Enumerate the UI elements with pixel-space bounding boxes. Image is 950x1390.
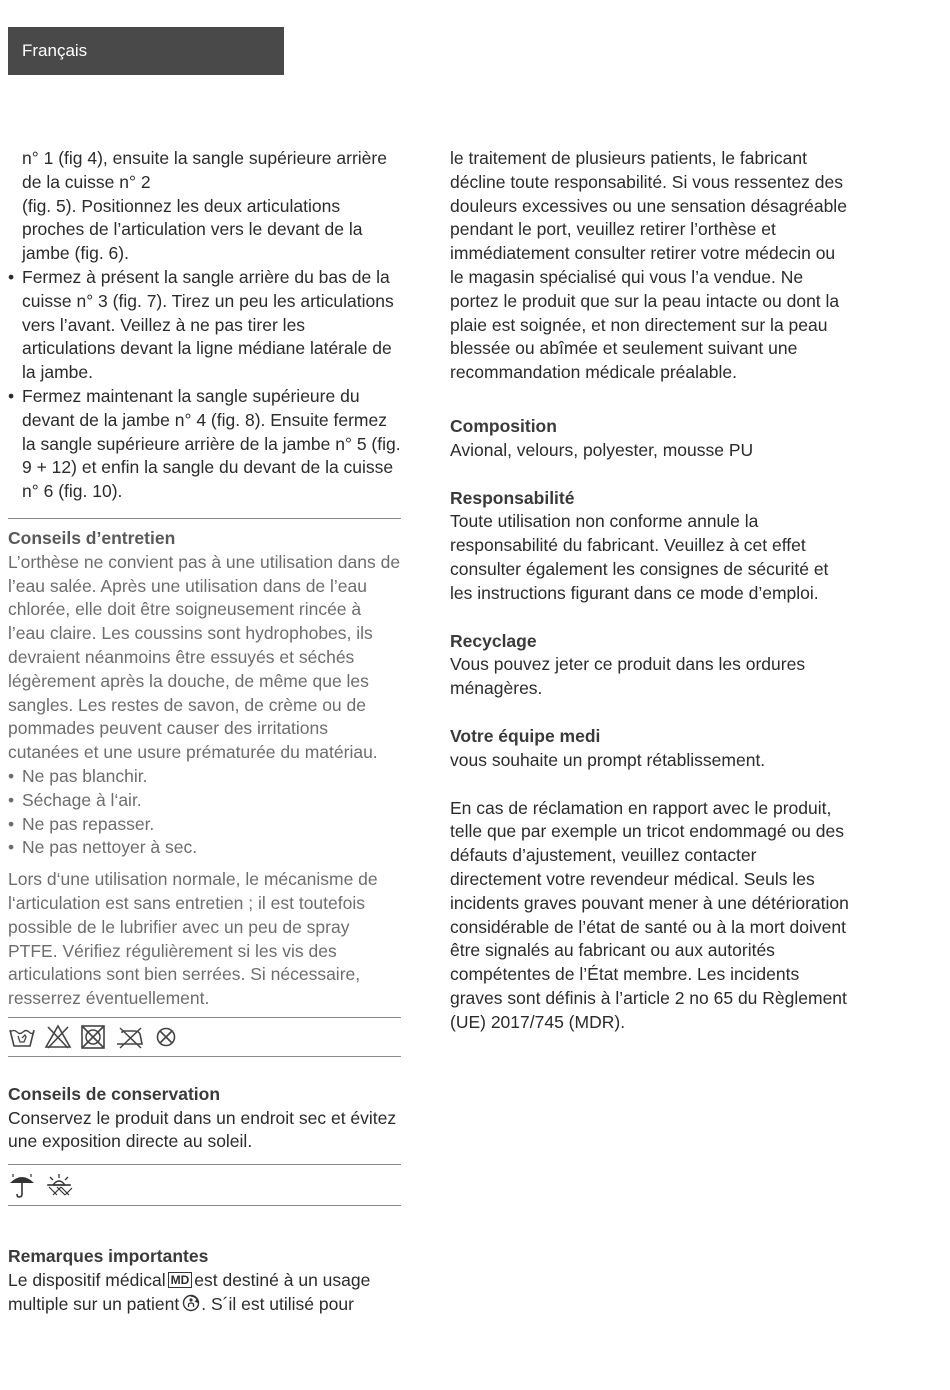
team-section	[450, 725, 850, 773]
intro-continuation: n° 1 (fig 4), ensuite la sangle supérieure arrière de la cuisse n° 2	[22, 148, 387, 192]
important-text-end: . S´il est utilisé pour	[201, 1293, 354, 1314]
hand-wash-icon	[8, 1024, 36, 1050]
storage-heading: Conseils de conservation	[8, 1083, 221, 1104]
liability-section	[450, 487, 850, 606]
intro-fig-text: (fig. 5). Positionnez les deux articulations proches de l’articulation vers le devant de la jambe (fig. 6).	[22, 195, 363, 264]
care-heading: Conseils d’entretien	[8, 527, 176, 548]
team-text: vous souhaite un prompt rétablissement.	[450, 749, 766, 770]
storage-text: Conservez le produit dans un endroit sec et évitez une exposition directe au soleil.	[8, 1107, 397, 1152]
important-text-start: Le dispositif médical	[8, 1270, 166, 1291]
care-item: • Ne pas nettoyer à sec.	[8, 836, 401, 860]
liability-heading: Responsabilité	[450, 487, 575, 508]
no-iron-icon	[114, 1024, 146, 1050]
maintenance-text: Lors d‘une utilisation normale, le mécanisme de l‘articulation est sans entretien ; il est toutefois possible de le lubrifier avec un peu de spray PTFE. Vérifiez régulièrement si les vis des articulations sont bien serrées. Si nécessaire, resserrez éventuellement.	[8, 869, 378, 1009]
fitting-steps-list	[8, 266, 401, 504]
care-item: • Séchage à l‘air.	[8, 789, 401, 813]
storage-section	[8, 1083, 401, 1154]
no-dry-clean-icon	[154, 1024, 178, 1050]
language-tab: Français	[8, 27, 284, 75]
storage-symbols	[8, 1165, 401, 1205]
composition-heading: Composition	[450, 415, 557, 436]
important-heading: Remarques importantes	[8, 1246, 209, 1267]
right-column	[450, 147, 850, 1035]
left-column	[8, 147, 401, 1319]
care-text: L’orthèse ne convient pas à une utilisation dans de l’eau salée. Après une utilisation dans de l’eau chlorée, elle doit être soigneusement rincée à l’eau claire. Les coussins sont hydrophobes, ils devraient néanmoins être essuyés et séchés légèrement après la douche, de même que les sangles. Les restes de savon, de crème ou de pommades peuvent causer des irritations cutanées et une usure prématurée du matériau.	[8, 551, 401, 763]
important-text	[8, 1269, 401, 1319]
keep-away-from-sunlight-icon	[44, 1171, 74, 1199]
liability-text: Toute utilisation non conforme annule la responsabilité du fabricant. Veuillez à cet effet consulter également les consignes de sécurité et les instructions figurant dans ce mode d’emploi.	[450, 511, 829, 603]
care-section	[8, 527, 401, 1011]
important-section	[8, 1245, 401, 1318]
divider	[8, 518, 401, 519]
care-symbols	[8, 1018, 401, 1056]
no-tumble-dry-icon	[80, 1024, 106, 1050]
recycling-section	[450, 630, 850, 701]
keep-dry-icon	[8, 1171, 36, 1199]
no-bleach-icon	[44, 1024, 72, 1050]
composition-text: Avional, velours, polyester, mousse PU	[450, 439, 754, 460]
recycling-text: Vous pouvez jeter ce produit dans les ordures ménagères.	[450, 654, 806, 699]
complaint-text: En cas de réclamation en rapport avec le produit, telle que par exemple un tricot endommagé ou des défauts d’ajustement, veuillez contacter directement votre revendeur médical. Seuls les incidents graves pouvant mener à une détérioration considérable de l’état de santé ou à la mort doivent être signalés au fabricant ou aux autorités compétentes de l’État membre. Les incidents graves sont définis à l’article 2 no 65 du Règlement (UE) 2017/745 (MDR).	[450, 797, 849, 1032]
continuation-text: le traitement de plusieurs patients, le fabricant décline toute responsabilité. Si vous ressentez des douleurs excessives ou une sensation désagréable pendant le port, veuillez retirer l’orthèse et immédiatement consulter retirer votre médecin ou le magasin spécialisé qui vous l’a vendue. Ne portez le produit que sur la peau intacte ou dont la plaie est soignée, et non directement sur la peau blessée ou abîmée et seulement suivant une recommandation médicale préalable.	[450, 148, 847, 383]
divider	[8, 1056, 401, 1057]
single-patient-multiple-use-icon	[182, 1294, 200, 1319]
team-heading: Votre équipe medi	[450, 725, 601, 746]
care-item: • Ne pas blanchir.	[8, 765, 401, 789]
care-list	[8, 765, 401, 860]
divider	[8, 1205, 401, 1206]
care-item: • Ne pas repasser.	[8, 813, 401, 837]
important-text-middle: est destiné à un usage multiple sur un patient	[8, 1270, 371, 1314]
composition-section	[450, 415, 850, 463]
recycling-heading: Recyclage	[450, 630, 537, 651]
fitting-step: • Fermez maintenant la sangle supérieure du devant de la jambe n° 4 (fig. 8). Ensuite fermez la sangle supérieure arrière de la jambe n° 5 (fig. 9 + 12) et enfin la sangle du devant de la cuisse n° 6 (fig. 10).	[8, 385, 401, 504]
fitting-step: • Fermez à présent la sangle arrière du bas de la cuisse n° 3 (fig. 7). Tirez un peu les articulations vers l’avant. Veillez à ne pas tirer les articulations devant la ligne médiane latérale de la jambe.	[8, 266, 401, 385]
medical-device-badge: MD	[168, 1272, 193, 1288]
